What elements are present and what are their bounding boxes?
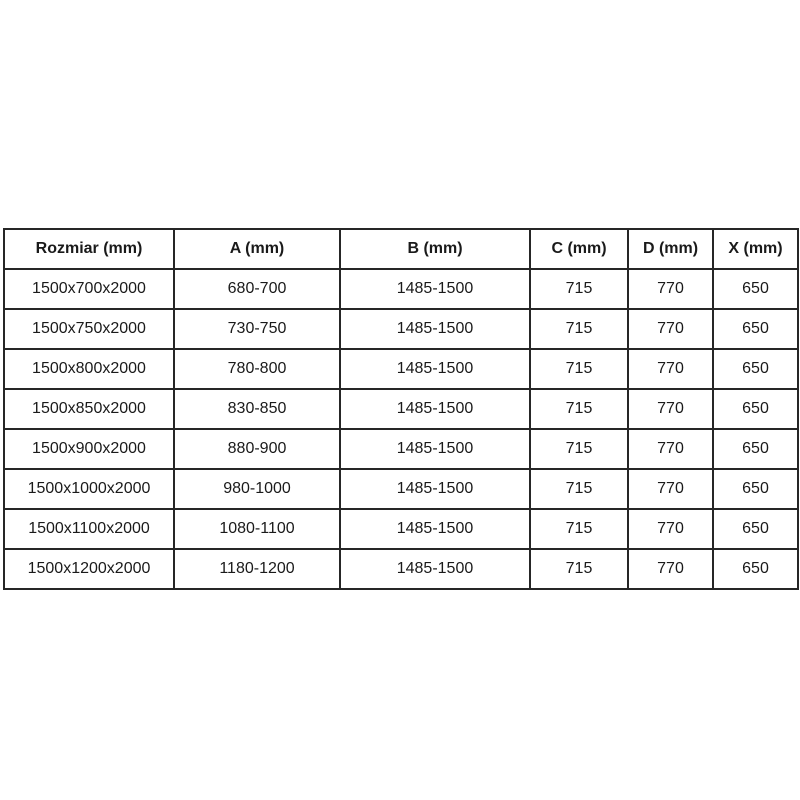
table-cell: 1500x1000x2000 <box>4 469 174 509</box>
table-cell: 715 <box>530 389 628 429</box>
table-cell: 730-750 <box>174 309 340 349</box>
table-cell: 1500x850x2000 <box>4 389 174 429</box>
table-cell: 715 <box>530 269 628 309</box>
table-cell: 770 <box>628 509 713 549</box>
table-cell: 650 <box>713 429 798 469</box>
table-cell: 650 <box>713 349 798 389</box>
dimensions-spec-table <box>3 228 799 590</box>
column-header: C (mm) <box>530 229 628 269</box>
table-cell: 1500x1200x2000 <box>4 549 174 589</box>
table-cell: 780-800 <box>174 349 340 389</box>
table-cell: 715 <box>530 509 628 549</box>
table-cell: 1485-1500 <box>340 509 530 549</box>
column-header: A (mm) <box>174 229 340 269</box>
column-header: X (mm) <box>713 229 798 269</box>
table-row <box>4 469 798 509</box>
table-row <box>4 309 798 349</box>
table-cell: 770 <box>628 309 713 349</box>
table-cell: 770 <box>628 429 713 469</box>
table-cell: 650 <box>713 469 798 509</box>
table-cell: 1485-1500 <box>340 549 530 589</box>
table-cell: 650 <box>713 549 798 589</box>
table-cell: 1485-1500 <box>340 429 530 469</box>
table-cell: 1485-1500 <box>340 389 530 429</box>
table-cell: 715 <box>530 309 628 349</box>
table-row <box>4 389 798 429</box>
table-cell: 715 <box>530 549 628 589</box>
table-header-row <box>4 229 798 269</box>
table-row <box>4 429 798 469</box>
column-header: B (mm) <box>340 229 530 269</box>
table-row <box>4 349 798 389</box>
table-cell: 1485-1500 <box>340 469 530 509</box>
table-cell: 770 <box>628 549 713 589</box>
table-cell: 1485-1500 <box>340 309 530 349</box>
table-cell: 1500x900x2000 <box>4 429 174 469</box>
table-cell: 715 <box>530 349 628 389</box>
table-cell: 1485-1500 <box>340 349 530 389</box>
table-cell: 1500x750x2000 <box>4 309 174 349</box>
table-cell: 830-850 <box>174 389 340 429</box>
table-cell: 715 <box>530 469 628 509</box>
table-cell: 980-1000 <box>174 469 340 509</box>
table-cell: 880-900 <box>174 429 340 469</box>
table-row <box>4 549 798 589</box>
table-cell: 770 <box>628 389 713 429</box>
table-cell: 1500x700x2000 <box>4 269 174 309</box>
table-cell: 715 <box>530 429 628 469</box>
table-cell: 650 <box>713 389 798 429</box>
table-cell: 650 <box>713 309 798 349</box>
table-cell: 650 <box>713 269 798 309</box>
table-cell: 650 <box>713 509 798 549</box>
table-body <box>4 269 798 589</box>
table-cell: 1485-1500 <box>340 269 530 309</box>
table-row <box>4 509 798 549</box>
table-cell: 770 <box>628 349 713 389</box>
table-cell: 770 <box>628 469 713 509</box>
table-cell: 1500x1100x2000 <box>4 509 174 549</box>
table-cell: 1080-1100 <box>174 509 340 549</box>
table-cell: 1180-1200 <box>174 549 340 589</box>
table-cell: 1500x800x2000 <box>4 349 174 389</box>
table-row <box>4 269 798 309</box>
column-header: D (mm) <box>628 229 713 269</box>
column-header: Rozmiar (mm) <box>4 229 174 269</box>
table-cell: 770 <box>628 269 713 309</box>
table-cell: 680-700 <box>174 269 340 309</box>
